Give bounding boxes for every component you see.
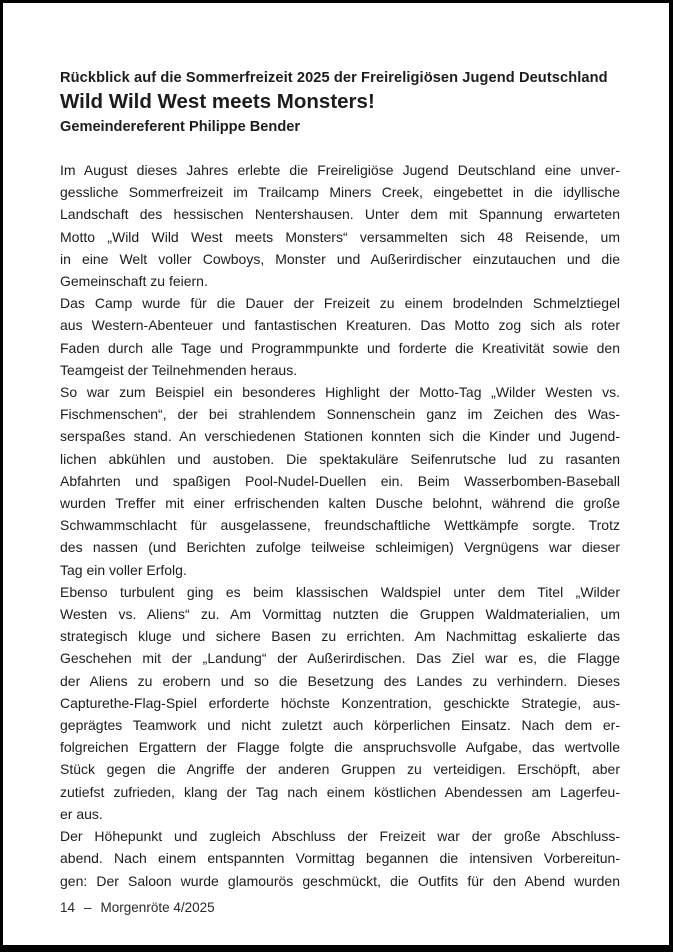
text-line: Faden durch alle Tage und Programmpunkte und forderte die Kreativität sowie den xyxy=(60,339,620,356)
text-line: Teamgeist der Teilnehmenden heraus. xyxy=(60,361,298,378)
article-author: Gemeindereferent Philippe Bender xyxy=(60,119,301,135)
text-line: Der Höhepunkt und zugleich Abschluss der Freizeit war der große Abschluss- xyxy=(60,828,620,845)
publication-name: Morgenröte 4/2025 xyxy=(100,900,215,915)
text-line: gessliche Sommerfreizeit im Trailcamp Miners Creek, eingebettet in die idyllische xyxy=(60,184,620,201)
text-line: folgreichen Ergattern der Flagge folgte die anspruchsvolle Aufgabe, das wertvolle xyxy=(60,739,620,756)
footer-separator: – xyxy=(84,900,92,915)
page-title: Wild Wild West meets Monsters! xyxy=(60,90,375,113)
text-line: wurden Treffer mit einer erfrischenden kalten Dusche belohnt, während die große xyxy=(60,495,620,512)
text-line: Stück gegen die Angriffe der anderen Gruppen zu verteidigen. Erschöpft, aber xyxy=(60,761,620,778)
text-line: geprägtes Teamwork und nicht zuletzt auch körperlichen Einsatz. Nach dem er- xyxy=(60,717,620,734)
page-number: 14 xyxy=(60,900,76,915)
text-line: Tag ein voller Erfolg. xyxy=(60,561,187,578)
text-line: strategisch kluge und sichere Basen zu errichten. Am Nachmittag eskalierte das xyxy=(60,628,620,645)
text-line: Schwammschlacht für ausgelassene, freundschaftliche Wettkämpfe sorgte. Trotz xyxy=(60,517,620,534)
article-kicker: Rückblick auf die Sommerfreizeit 2025 der Freireligiösen Jugend Deutschland xyxy=(60,70,608,86)
text-line: Capturethe-Flag-Spiel erforderte höchste Konzentration, geschickte Strategie, aus- xyxy=(60,694,620,711)
text-line: abend. Nach einem entspannten Vormittag begannen die intensiven Vorbereitun- xyxy=(60,850,620,867)
text-line: aus Western-Abenteuer und fantastischen Kreaturen. Das Motto zog sich als roter xyxy=(60,317,620,334)
text-line: Motto „Wild Wild West meets Monsters“ versammelten sich 48 Reisende, um xyxy=(60,228,620,245)
text-line: zutiefst zufrieden, klang der Tag nach einem köstlichen Abendessen am Lagerfeu- xyxy=(60,783,620,800)
text-line: Landschaft des hessischen Nentershausen. Unter dem mit Spannung erwarteten xyxy=(60,206,620,223)
text-line: Gemeinschaft zu feiern. xyxy=(60,273,208,290)
text-line: Im August dieses Jahres erlebte die Freireligiöse Jugend Deutschland eine unver- xyxy=(60,162,620,178)
text-line: So war zum Beispiel ein besonderes Highlight der Motto-Tag „Wilder Westen vs. xyxy=(60,384,620,401)
article-body xyxy=(60,159,620,892)
text-line: der Aliens zu erobern und so die Besetzung des Landes zu verhindern. Dieses xyxy=(60,672,620,689)
text-line: Das Camp wurde für die Dauer der Freizeit zu einem brodelnden Schmelztiegel xyxy=(60,295,620,312)
text-line: Westen vs. Aliens“ zu. Am Vormittag nutzten die Gruppen Waldmaterialien, um xyxy=(60,606,620,623)
text-line: in eine Welt voller Cowboys, Monster und Außerirdischer einzutauchen und die xyxy=(60,250,620,267)
text-line: er aus. xyxy=(60,805,103,822)
text-line: des nassen (und Berichten zufolge teilweise schleimigen) Vergnügens war dieser xyxy=(60,539,620,556)
text-line: Fischmenschen“, der bei strahlendem Sonnenschein ganz im Zeichen des Was- xyxy=(60,406,620,423)
text-line: serspaßes stand. An verschiedenen Stationen konnten sich die Kinder und Jugend- xyxy=(60,428,620,445)
page-footer xyxy=(60,900,620,915)
article-header xyxy=(60,69,620,137)
text-line: Ebenso turbulent ging es beim klassischen Waldspiel unter dem Titel „Wilder xyxy=(60,583,620,600)
text-line: Abfahrten und spaßigen Pool-Nudel-Duellen ein. Beim Wasserbomben-Baseball xyxy=(60,472,620,489)
text-line: gen: Der Saloon wurde glamourös geschmückt, die Outfits für den Abend wurden xyxy=(60,872,620,889)
text-line: lichen abkühlen und austoben. Die spektakuläre Seifenrutsche lud zu rasanten xyxy=(60,450,620,467)
text-line: Geschehen mit der „Landung“ der Außerirdischen. Das Ziel war es, die Flagge xyxy=(60,650,620,667)
